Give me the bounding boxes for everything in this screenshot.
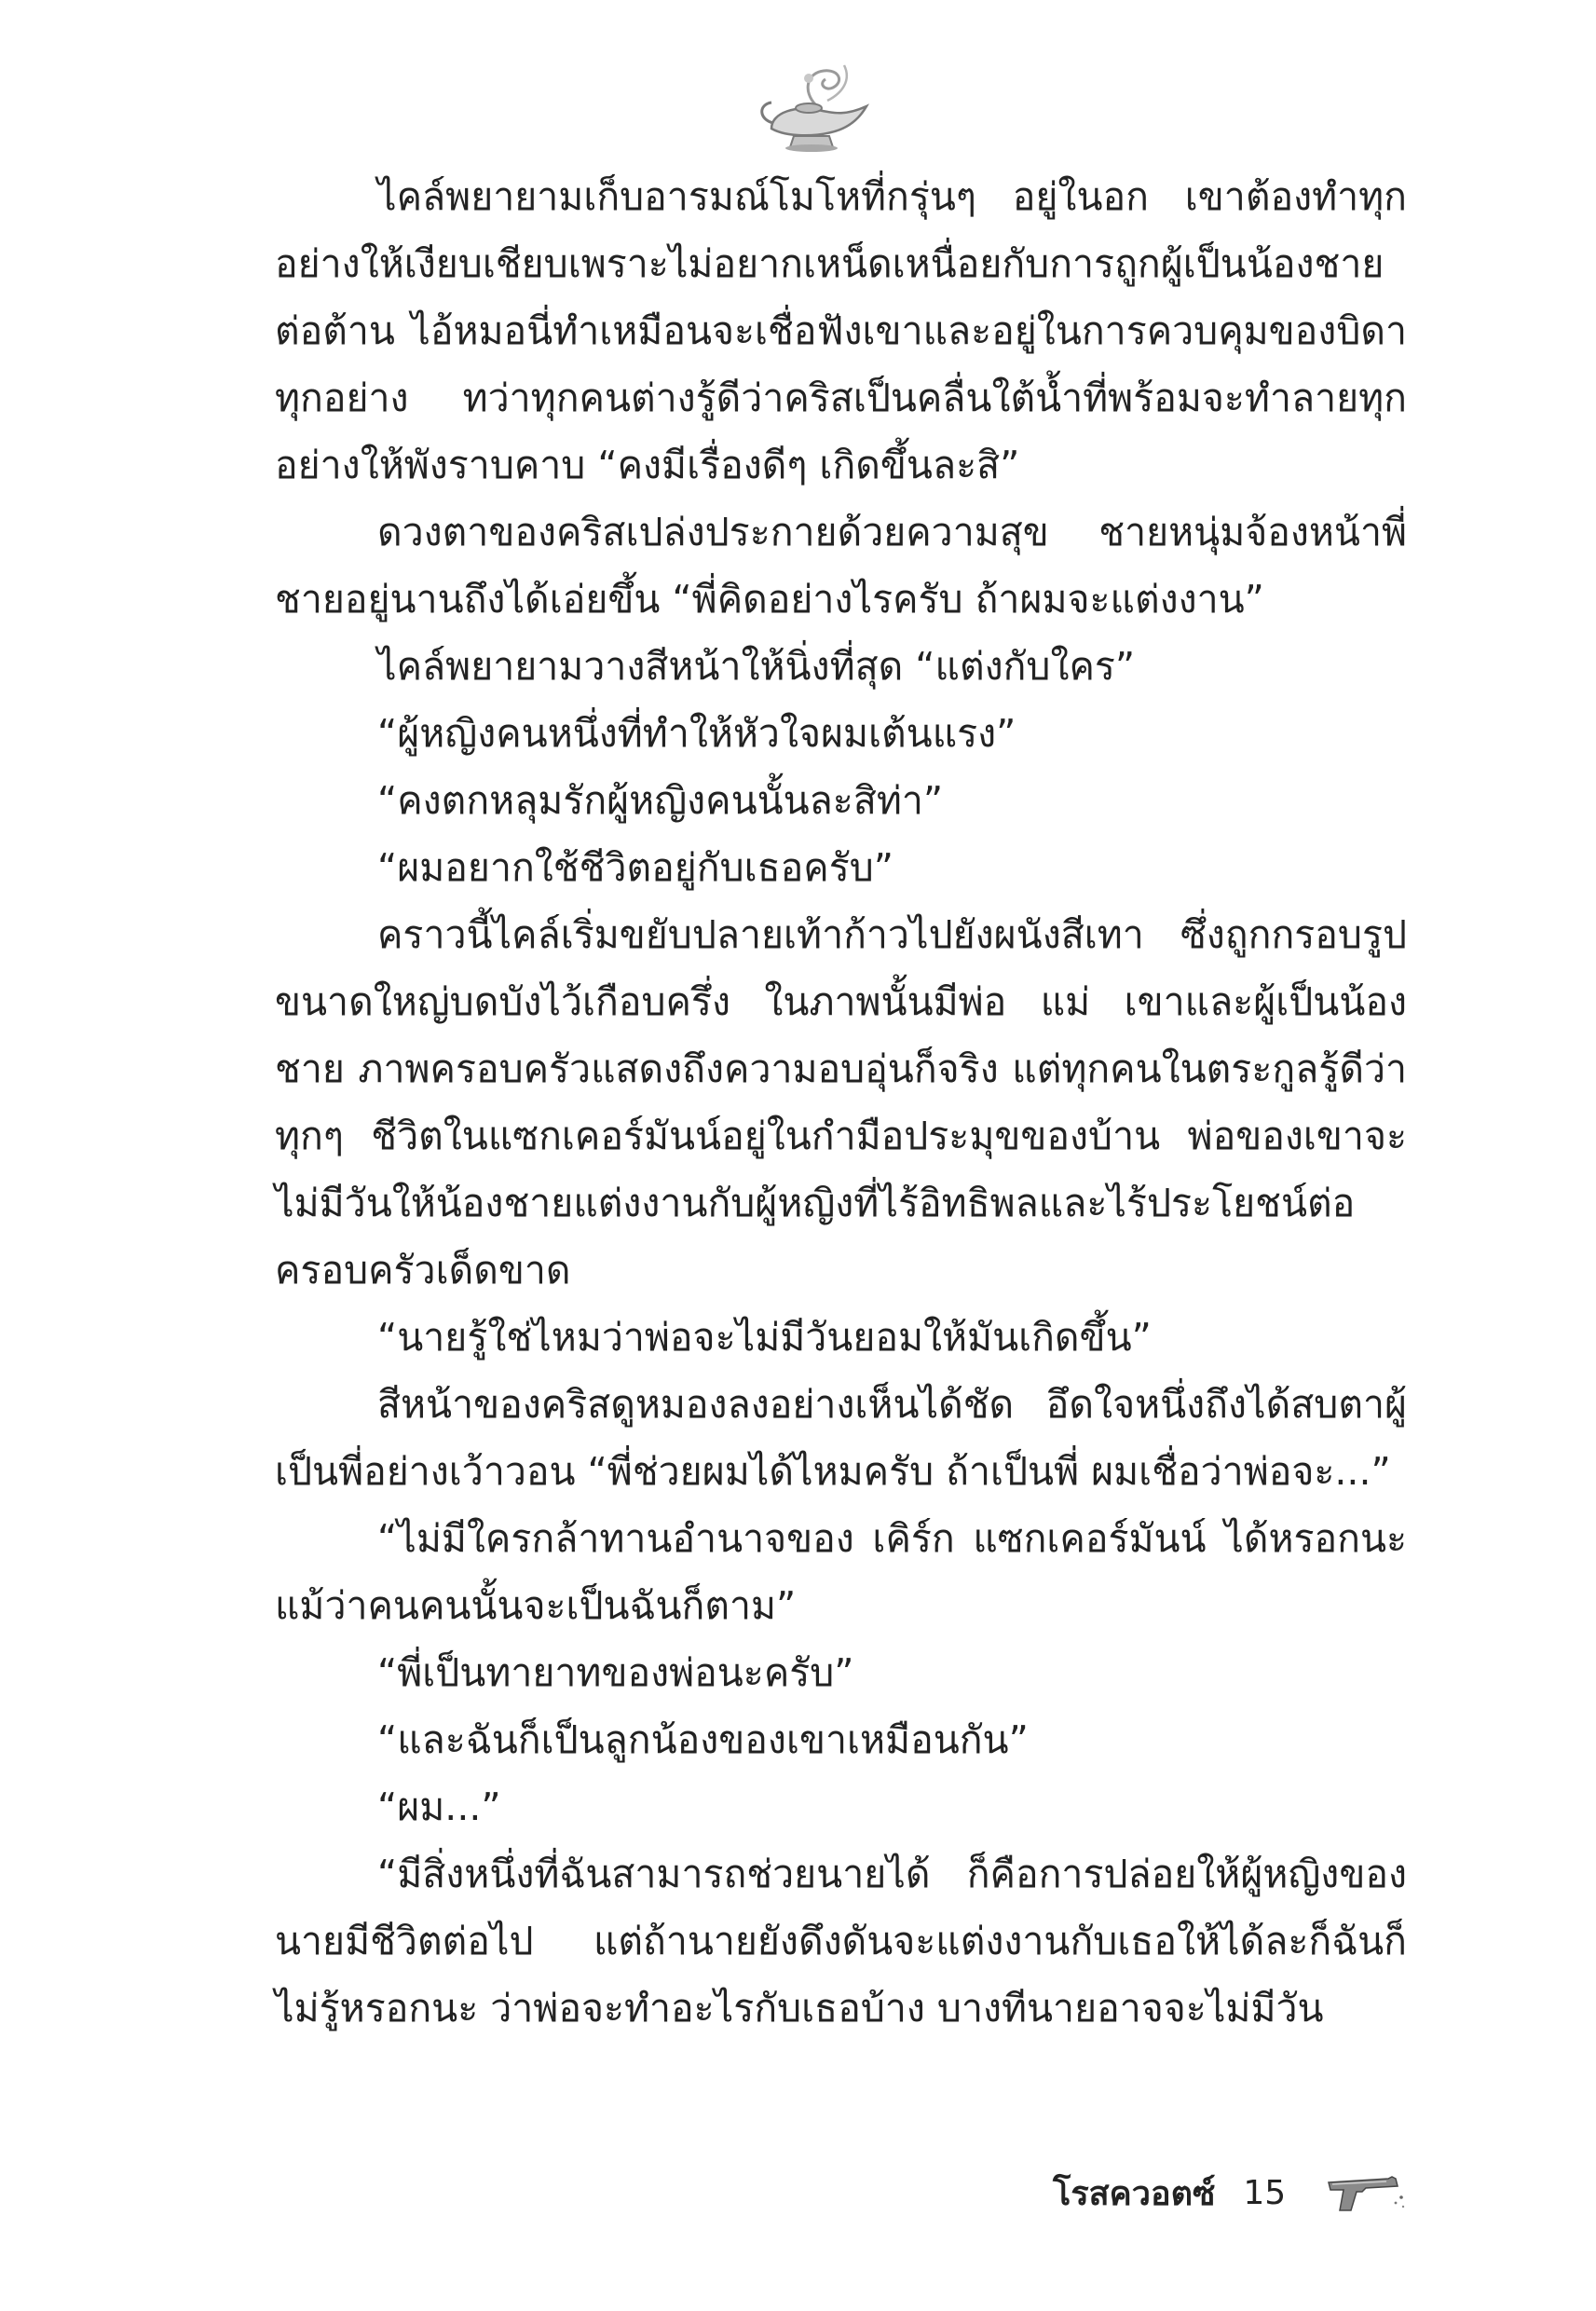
paragraph: ไคล์พยายามวางสีหน้าให้นิ่งที่สุด “แต่งกับใคร” (377, 644, 1136, 689)
book-title: โรสควอตซ์ (1053, 2174, 1216, 2213)
paragraph: “ไม่มีใครกล้าทานอำนาจของ เคิร์ก แซกเคอร์มันน์ ได้หรอกนะแม้ว่าคนคนนั้นจะเป็นฉันก็ตาม” (275, 1516, 1407, 1628)
page-number: 15 (1243, 2173, 1287, 2212)
paragraph: ดวงตาของคริสเปล่งประกายด้วยความสุข ชายหนุ่มจ้องหน้าพี่ชายอยู่นานถึงได้เอ่ยขึ้น “พี่คิดอย่างไรครับ ถ้าผมจะแต่งงาน” (275, 510, 1407, 622)
paragraph: “และฉันก็เป็นลูกน้องของเขาเหมือนกัน” (377, 1717, 1029, 1762)
paragraph: คราวนี้ไคล์เริ่มขยับปลายเท้าก้าวไปยังผนังสีเทา ซึ่งถูกกรอบรูปขนาดใหญ่บดบังไว้เกือบครึ่ง ในภาพนั้นมีพ่อ แม่ เขาและผู้เป็นน้องชาย ภาพครอบครัวแสดงถึงความอบอุ่นก็จริง แต่ทุกคนในตระกูลรู้ดีว่าทุกๆ ชีวิตในแซกเคอร์มันน์อยู่ในกำมือประมุขของบ้าน พ่อของเขาจะไม่มีวันให้น้องชายแต่งงานกับผู้หญิงที่ไร้อิทธิพลและไร้ประโยชน์ต่อครอบครัวเด็ดขาด (275, 912, 1407, 1292)
paragraph: “ผมอยากใช้ชีวิตอยู่กับเธอครับ” (377, 845, 893, 890)
body-text (275, 163, 1407, 2042)
page-footer (1053, 2160, 1481, 2225)
paragraph: “ผม...” (377, 1785, 501, 1829)
pistol-icon (1323, 2169, 1407, 2216)
paragraph: “มีสิ่งหนึ่งที่ฉันสามารถช่วยนายได้ ก็คือการปล่อยให้ผู้หญิงของนายมีชีวิตต่อไป แต่ถ้านายยังดึงดันจะแต่งงานกับเธอให้ได้ละก็ฉันก็ไม่รู้หรอกนะ ว่าพ่อจะทำอะไรกับเธอบ้าง บางทีนายอาจจะไม่มีวัน (275, 1852, 1407, 2031)
paragraph: สีหน้าของคริสดูหมองลงอย่างเห็นได้ชัด อึดใจหนึ่งถึงได้สบตาผู้เป็นพี่อย่างเว้าวอน “พี่ช่วยผมได้ไหมครับ ถ้าเป็นพี่ ผมเชื่อว่าพ่อจะ...” (275, 1382, 1407, 1494)
paragraph: “คงตกหลุมรักผู้หญิงคนนั้นละสิท่า” (377, 778, 944, 823)
paragraph: “พี่เป็นทายาทของพ่อนะครับ” (377, 1650, 854, 1695)
paragraph: ไคล์พยายามเก็บอารมณ์โมโหที่กรุ่นๆ อยู่ในอก เขาต้องทำทุกอย่างให้เงียบเชียบเพราะไม่อยากเหน็ดเหนื่อยกับการถูกผู้เป็นน้องชายต่อต้าน ไอ้หมอนี่ทำเหมือนจะเชื่อฟังเขาและอยู่ในการควบคุมของบิดาทุกอย่าง ทว่าทุกคนต่างรู้ดีว่าคริสเป็นคลื่นใต้น้ำที่พร้อมจะทำลายทุกอย่างให้พังราบคาบ “คงมีเรื่องดีๆ เกิดขึ้นละสิ” (275, 174, 1407, 487)
paragraph: “ผู้หญิงคนหนึ่งที่ทำให้หัวใจผมเต้นแรง” (377, 711, 1016, 756)
paragraph: “นายรู้ใช่ไหมว่าพ่อจะไม่มีวันยอมให้มันเกิดขึ้น” (377, 1315, 1152, 1360)
genie-lamp-icon (751, 54, 881, 157)
